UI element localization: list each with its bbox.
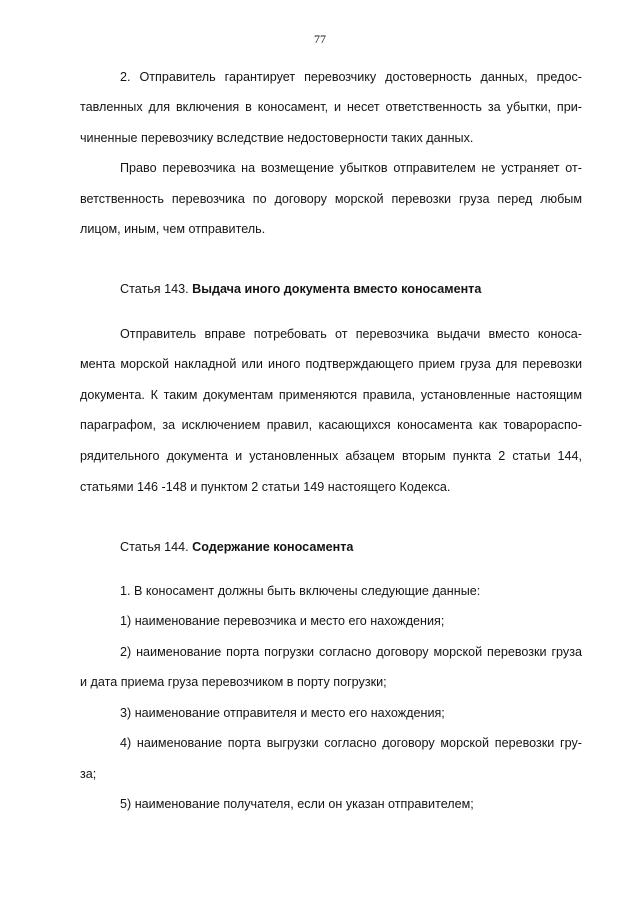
text-line: чиненные перевозчику вследствие недостоверности таких данных.	[80, 131, 474, 145]
text-line: ветственность перевозчика по договору морской перевозки груза перед любым	[80, 192, 582, 206]
page-number: 77	[314, 32, 326, 46]
text-line: за;	[80, 767, 97, 781]
text-line: параграфом, за исключением правил, касающихся коносамента как товарораспо-	[80, 418, 582, 432]
article-title: Содержание коносамента	[192, 540, 354, 554]
text-line: документа. К таким документам применяются правила, установленные настоящим	[80, 388, 582, 402]
article-heading	[80, 281, 622, 297]
text-line: мента морской накладной или иного подтверждающего прием груза для перевозки	[80, 357, 582, 371]
article-title: Выдача иного документа вместо коносамента	[192, 282, 482, 296]
text-line: 4) наименование порта выгрузки согласно договору морской перевозки гру-	[120, 736, 582, 750]
text-line: 2. Отправитель гарантирует перевозчику достоверность данных, предос-	[120, 70, 582, 84]
text-line: 2) наименование порта погрузки согласно договору морской перевозки груза	[120, 645, 582, 659]
text-line: Право перевозчика на возмещение убытков отправителем не устраняет от-	[120, 161, 582, 175]
text-line: и дата приема груза перевозчиком в порту погрузки;	[80, 675, 387, 689]
article-number: Статья 144.	[120, 540, 193, 554]
text-line: 5) наименование получателя, если он указан отправителем;	[120, 797, 474, 811]
article-number: Статья 143.	[120, 282, 193, 296]
text-line: тавленных для включения в коносамент, и несет ответственность за убытки, при-	[80, 100, 582, 114]
text-line: 1. В коносамент должны быть включены следующие данные:	[120, 584, 481, 598]
text-line: лицом, иным, чем отправитель.	[80, 222, 266, 236]
article-heading	[80, 539, 622, 555]
text-line: статьями 146 -148 и пунктом 2 статьи 149 настоящего Кодекса.	[80, 480, 451, 494]
text-line: 3) наименование отправителя и место его нахождения;	[120, 706, 445, 720]
text-line: 1) наименование перевозчика и место его нахождения;	[120, 614, 445, 628]
text-line: Отправитель вправе потребовать от перевозчика выдачи вместо коноса-	[120, 327, 582, 341]
text-line: рядительного документа и установленных абзацем вторым пункта 2 статьи 144,	[80, 449, 582, 463]
